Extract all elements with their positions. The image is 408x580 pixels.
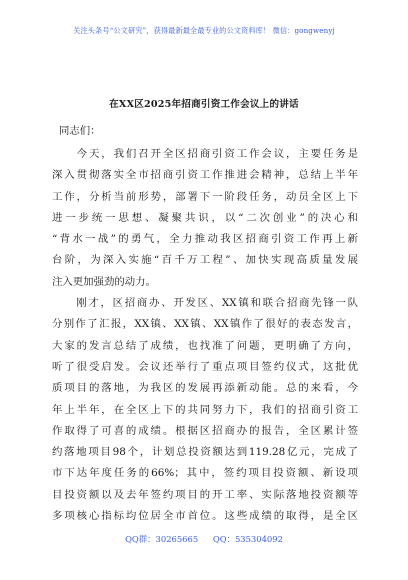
text-line: “背水一战”的勇气，全力推动我区招商引资工作再上新 <box>52 233 358 246</box>
text-line: 分别作了汇报，XX镇、XX镇、XX镇作了很好的表态发言， <box>52 318 358 331</box>
text-line: 台阶，为深入实施“百千万工程”、加快实现高质量发展 <box>52 254 358 267</box>
text-line: 年上半年，在全区上下的共同努力下，我们的招商引资工 <box>52 403 358 416</box>
text-line: 今天，我们召开全区招商引资工作会议，主要任务是 <box>52 148 358 160</box>
text-line: 质项目的落地，为我区的发展再添新动能。总的来看，今 <box>52 382 358 395</box>
qq-group-text: QQ群：30265665 <box>125 534 199 544</box>
text-line: 约落地项目98个，计划总投资额达到119.28亿元，完成了 <box>52 446 358 459</box>
text-line: 刚才，区招商办、开发区、XX镇和联合招商先锋一队 <box>52 297 358 310</box>
text-line: 工作，分析当前形势，部署下一阶段任务，动员全区上下 <box>52 190 358 203</box>
text-line: 大家的发言总结了成绩，也找准了问题，更明确了方向， <box>52 339 358 352</box>
text-line: 市下达年度任务的66%；其中，签约项目投资额、新设项 <box>52 467 358 480</box>
document-body <box>52 121 358 527</box>
paragraph <box>52 144 358 293</box>
salutation: 同志们： <box>59 125 101 137</box>
header-banner: 关注头条号“公文研究”，获得最新最全最专业的公文资料库！ 微信：gongwenyj <box>73 26 335 35</box>
text-line: 进一步统一思想、凝聚共识，以“二次创业”的决心和 <box>52 211 358 224</box>
qq-text: QQ：535304092 <box>212 534 283 544</box>
text-line: 深入贯彻落实全市招商引资工作推进会精神，总结上半年 <box>52 169 358 182</box>
text-line: 注入更加强劲的动力。 <box>52 275 156 288</box>
paragraph-container <box>52 144 358 527</box>
text-line: 目投资额以及去年签约项目的开工率、实际落地投资额等 <box>52 488 358 501</box>
footer-contact <box>0 533 408 545</box>
text-line: 多项核心指标均位居全市首位。这些成绩的取得，是全区 <box>52 510 358 523</box>
text-line: 听了很受启发。会议还举行了重点项目签约仪式，这批优 <box>52 360 358 373</box>
paragraph <box>52 293 358 527</box>
text-line: 作取得了可喜的成绩。根据区招商办的报告，全区累计签 <box>52 424 358 437</box>
document-title: 在XX区2025年招商引资工作会议上的讲话 <box>109 99 299 110</box>
